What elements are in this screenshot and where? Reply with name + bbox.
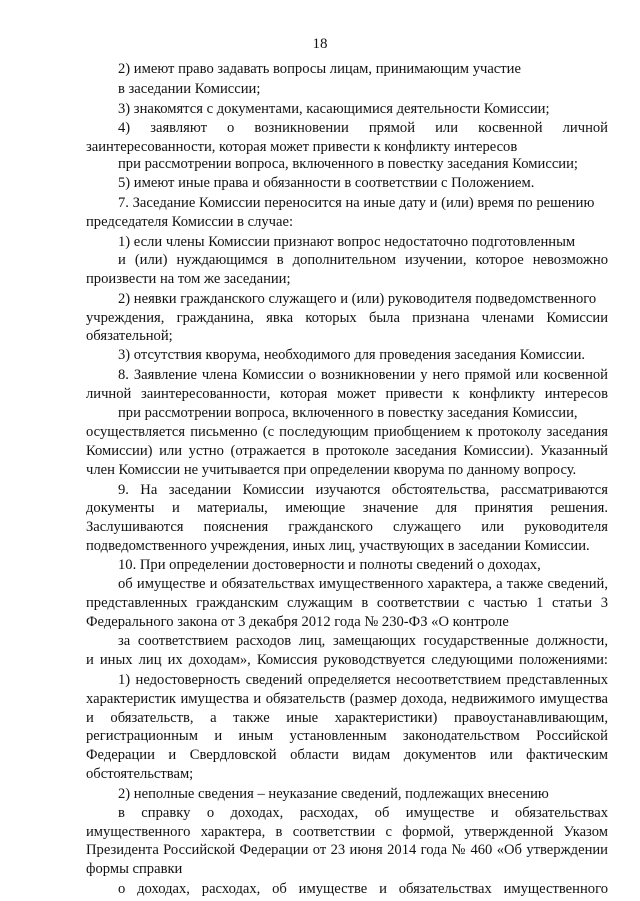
text-line: и (или) нуждающимся в дополнительном изучении, которое невозможно bbox=[118, 252, 608, 268]
text-line: член Комиссии не учитывается при определении кворума по данному вопросу. bbox=[86, 462, 577, 478]
text-line: Федерального закона от 3 декабря 2012 года № 230-ФЗ «О контроле bbox=[86, 614, 509, 630]
text-line: Комиссии) или устно (отражается в протоколе заседания Комиссии). Указанный bbox=[86, 443, 608, 459]
text-line: произвести на том же заседании; bbox=[86, 271, 291, 287]
text-line: об имуществе и обязательствах имущественного характера, а также сведений, bbox=[118, 576, 608, 592]
text-line: 9. На заседании Комиссии изучаются обстоятельства, рассматриваются bbox=[118, 482, 608, 498]
text-line: 7. Заседание Комиссии переносится на иные дату и (или) время по решению bbox=[118, 195, 595, 211]
text-line: формы справки bbox=[86, 861, 183, 877]
text-line: 3) отсутствия кворума, необходимого для проведения заседания Комиссии. bbox=[118, 347, 586, 363]
text-line: 4) заявляют о возникновении прямой или косвенной личной bbox=[118, 120, 608, 136]
text-line: осуществляется письменно (с последующим приобщением к протоколу заседания bbox=[86, 424, 608, 440]
text-line: 1) если члены Комиссии признают вопрос недостаточно подготовленным bbox=[118, 234, 576, 250]
text-line: представленных гражданским служащим в соответствии с частью 1 статьи 3 bbox=[86, 595, 608, 611]
text-line: учреждения, гражданина, явка которых была признана членами Комиссии bbox=[86, 310, 608, 326]
text-line: Президента Российской Федерации от 23 июня 2014 года № 460 «Об утверждении bbox=[86, 842, 608, 858]
text-line: заинтересованности, которая может привести к конфликту интересов bbox=[86, 139, 518, 155]
text-line: имущественного характера, в соответствии с формой, утвержденной Указом bbox=[86, 824, 608, 840]
text-line: личной заинтересованности, которая может привести к конфликту интересов bbox=[86, 386, 608, 402]
text-line: за соответствием расходов лиц, замещающих государственные должности, bbox=[118, 633, 608, 649]
text-line: 1) недостоверность сведений определяется несоответствием представленных bbox=[118, 672, 608, 688]
text-line: 3) знакомятся с документами, касающимися деятельности Комиссии; bbox=[118, 101, 550, 117]
text-line: при рассмотрении вопроса, включенного в повестку заседания Комиссии; bbox=[118, 156, 578, 172]
text-line: председателя Комиссии в случае: bbox=[86, 214, 294, 230]
text-line: подведомственного учреждения, иных лиц, участвующих в заседании Комиссии. bbox=[86, 538, 590, 554]
text-line: о доходах, расходах, об имуществе и обязательствах имущественного bbox=[118, 881, 608, 897]
text-line: 2) неявки гражданского служащего и (или) руководителя подведомственного bbox=[118, 291, 597, 307]
text-line: и обязательств, а также иные характеристики) правоустанавливающим, bbox=[86, 710, 608, 726]
text-line: Федерации и Свердловской области видам документов или фактическим bbox=[86, 747, 608, 763]
text-line: 10. При определении достоверности и полноты сведений о доходах, bbox=[118, 557, 541, 573]
text-line: 2) имеют право задавать вопросы лицам, принимающим участие bbox=[118, 61, 521, 77]
text-line: 2) неполные сведения – неуказание сведений, подлежащих внесению bbox=[118, 786, 549, 802]
text-line: и иных лиц их доходам», Комиссия руководствуется следующими положениями: bbox=[86, 652, 608, 668]
text-line: документы и материалы, имеющие значение для принятия решения. bbox=[86, 500, 608, 516]
text-line: в заседании Комиссии; bbox=[118, 81, 261, 97]
text-line: при рассмотрении вопроса, включенного в повестку заседания Комиссии, bbox=[118, 405, 578, 421]
text-line: Заслушиваются пояснения гражданского служащего или руководителя bbox=[86, 519, 608, 535]
page-number: 18 bbox=[312, 36, 328, 52]
text-line: в справку о доходах, расходах, об имуществе и обязательствах bbox=[118, 805, 608, 821]
text-line: обязательной; bbox=[86, 328, 173, 344]
text-line: обстоятельствам; bbox=[86, 766, 194, 782]
text-line: регистрационным и иным установленным законодательством Российской bbox=[86, 728, 608, 744]
text-line: 8. Заявление члена Комиссии о возникновении у него прямой или косвенной bbox=[118, 367, 608, 383]
text-line: характеристик имущества и обязательств (размер дохода, недвижимого имущества bbox=[86, 691, 608, 707]
text-line: 5) имеют иные права и обязанности в соответствии с Положением. bbox=[118, 175, 535, 191]
